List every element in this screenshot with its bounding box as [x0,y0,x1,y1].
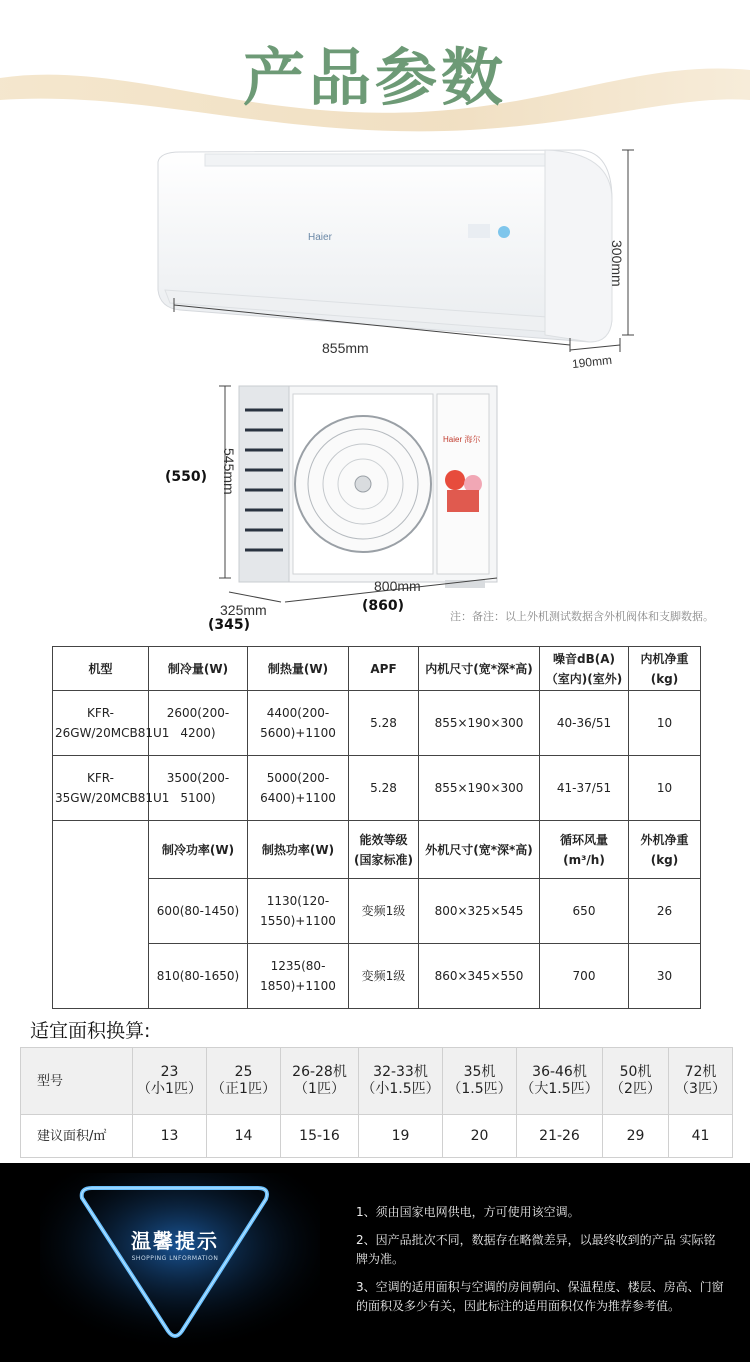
table-cell: 855×190×300 [419,691,540,756]
spec-header-row [53,647,701,691]
outdoor-width-label: 800mm [374,578,421,594]
table-cell: KFR-35GW/20MCB81U1 [53,756,149,821]
outdoor-depth-label: 325mm [220,602,267,618]
indoor-unit-illustration [150,140,650,375]
area-cell: 20 [443,1115,517,1158]
model-cell: 50机 （2匹） [603,1048,669,1115]
row-label: 建议面积/㎡ [21,1115,133,1158]
table-cell: 变频1级 [349,879,419,944]
table-cell: 30 [629,944,701,1009]
model-cell: 72机 （3匹） [669,1048,733,1115]
tips-list [356,1203,726,1325]
table-cell: 4400(200-5600)+1100 [248,691,349,756]
spec-header-cell: APF [349,647,419,691]
tips-subtitle: SHOPPING LNFORMATION [131,1255,219,1262]
area-cell: 41 [669,1115,733,1158]
area-cell: 15-16 [281,1115,359,1158]
table-cell: 2600(200-4200) [149,691,248,756]
spec-header-cell: 制热功率(W) [248,821,349,879]
list-item: 3、空调的适用面积与空调的房间朝向、保温程度、楼层、房高、门窗的面积及多少有关，因此标注的适用面积仅作为推荐参考值。 [356,1280,724,1313]
empty-merged-cell [53,821,149,1009]
table-cell: 600(80-1450) [149,879,248,944]
area-table [20,1047,733,1158]
spec-table [52,646,701,1009]
table-cell: 855×190×300 [419,756,540,821]
table-cell: 40-36/51 [540,691,629,756]
table-cell: KFR-26GW/20MCB81U1 [53,691,149,756]
spec-header-cell: 内机净重(kg) [629,647,701,691]
spec-header-cell: 制冷量(W) [149,647,248,691]
table-cell: 5000(200-6400)+1100 [248,756,349,821]
outdoor-height-alt-label: (550) [165,469,208,485]
model-cell: 35机 （1.5匹） [443,1048,517,1115]
table-cell: 26 [629,879,701,944]
area-cell: 21-26 [517,1115,603,1158]
indoor-depth-label: 190mm [571,352,613,372]
area-section-title: 适宜面积换算: [30,1020,151,1042]
table-cell: 41-37/51 [540,756,629,821]
mascot-figure [445,470,465,490]
display-snowflake-icon [498,226,510,238]
list-item: 2、因产品批次不同，数据存在略微差异，以最终收到的产品 实际铭牌为准。 [356,1233,716,1266]
tips-title: 温馨提示 [131,1229,219,1253]
spec-header-cell: 能效等级(国家标准) [349,821,419,879]
spec-header-cell: 制热量(W) [248,647,349,691]
area-model-row [21,1048,733,1115]
area-cell: 19 [359,1115,443,1158]
model-cell: 23 （小1匹） [133,1048,207,1115]
area-cell: 29 [603,1115,669,1158]
outdoor-height-label: 545mm [221,448,237,495]
table-row [53,691,701,756]
table-cell: 10 [629,691,701,756]
table-row [53,756,701,821]
table-cell: 700 [540,944,629,1009]
model-cell: 26-28机 （1匹） [281,1048,359,1115]
tips-banner [0,1163,750,1362]
spec-header-cell: 循环风量(m³/h) [540,821,629,879]
spec-header-cell: 机型 [53,647,149,691]
spec-header-row [53,821,701,879]
outdoor-width-alt-label: (860) [362,598,405,614]
model-cell: 25 （正1匹） [207,1048,281,1115]
table-cell: 5.28 [349,691,419,756]
model-cell: 32-33机 （小1.5匹） [359,1048,443,1115]
model-cell: 36-46机 （大1.5匹） [517,1048,603,1115]
area-cell: 13 [133,1115,207,1158]
spec-header-cell: 噪音dB(A)（室内)(室外) [540,647,629,691]
outdoor-brand-logo: Haier 海尔 [443,435,481,444]
area-cell: 14 [207,1115,281,1158]
table-cell: 810(80-1650) [149,944,248,1009]
table-cell: 3500(200-5100) [149,756,248,821]
area-value-row [21,1115,733,1158]
table-cell: 10 [629,756,701,821]
spec-header-cell: 外机尺寸(宽*深*高) [419,821,540,879]
table-row [53,879,701,944]
indoor-brand-logo: Haier [308,232,332,243]
table-cell: 1130(120-1550)+1100 [248,879,349,944]
spec-header-cell: 内机尺寸(宽*深*高) [419,647,540,691]
measurement-note: 注：备注：以上外机测试数据含外机阀体和支脚数据。 [450,610,714,623]
outdoor-depth-alt-label: (345) [208,617,251,633]
table-cell: 5.28 [349,756,419,821]
indoor-height-label: 300mm [609,240,625,287]
table-cell: 1235(80-1850)+1100 [248,944,349,1009]
list-item: 1、须由国家电网供电，方可使用该空调。 [356,1205,580,1219]
indoor-width-label: 855mm [322,340,369,356]
page-title: 产品参数 [242,41,507,114]
row-label: 型号 [21,1048,133,1115]
spec-header-cell: 外机净重(kg) [629,821,701,879]
table-cell: 860×345×550 [419,944,540,1009]
table-cell: 800×325×545 [419,879,540,944]
outdoor-unit-illustration [215,380,505,610]
spec-header-cell: 制冷功率(W) [149,821,248,879]
table-row [53,944,701,1009]
table-cell: 变频1级 [349,944,419,1009]
table-cell: 650 [540,879,629,944]
tips-triangle-icon [0,1163,350,1362]
